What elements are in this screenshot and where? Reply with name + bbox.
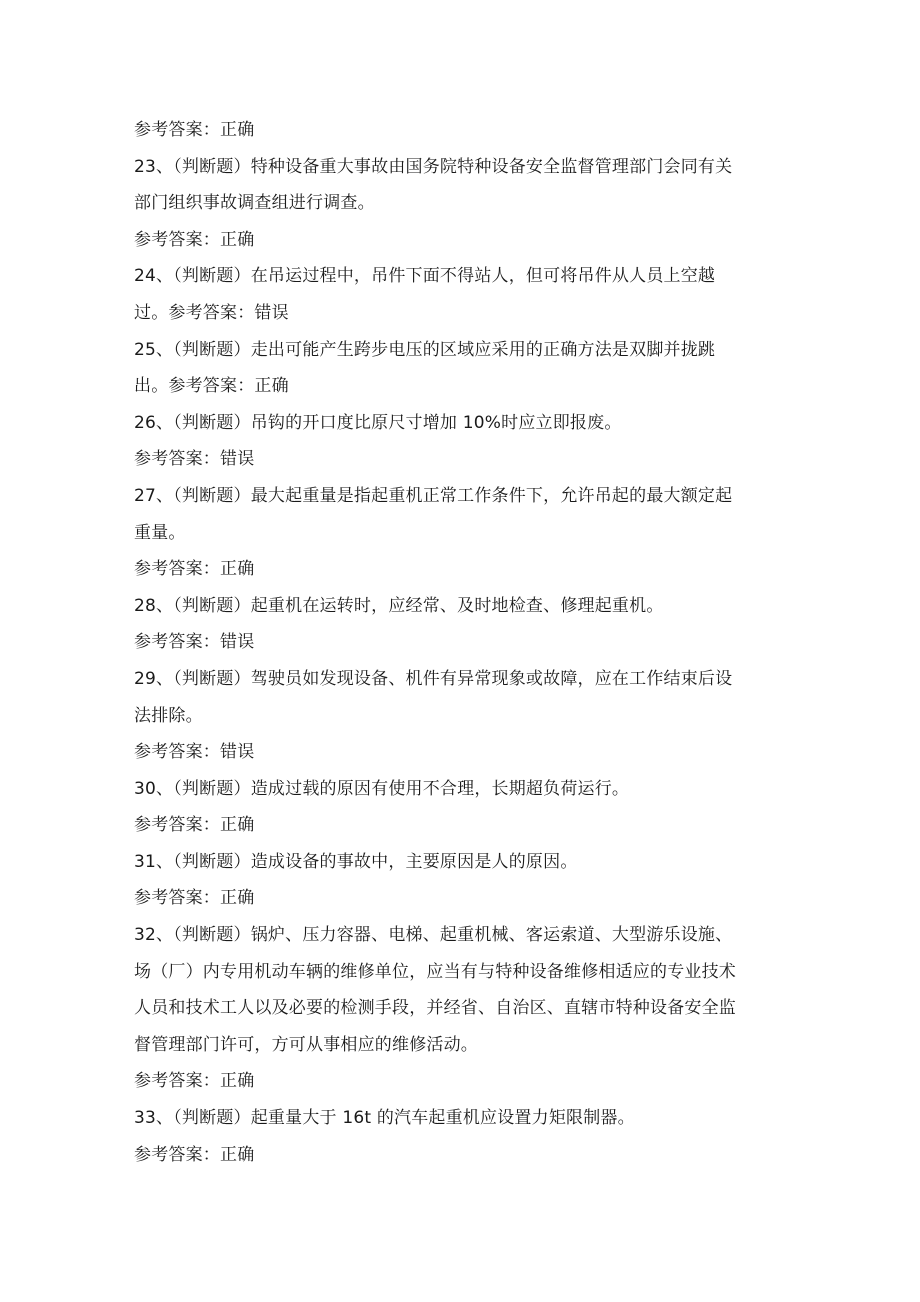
question-line: 33、（判断题）起重量大于 16t 的汽车起重机应设置力矩限制器。: [134, 1108, 635, 1129]
question-line: 31、（判断题）造成设备的事故中，主要原因是人的原因。: [134, 851, 578, 872]
question-line: 26、（判断题）吊钩的开口度比原尺寸增加 10%时应立即报废。: [134, 412, 622, 433]
answer-line: 参考答案：正确: [134, 229, 255, 250]
question-line: 出。参考答案：正确: [134, 376, 289, 397]
question-line: 过。参考答案：错误: [134, 302, 289, 323]
document-body: [134, 112, 794, 1173]
question-line: 24、（判断题）在吊运过程中，吊件下面不得站人，但可将吊件从人员上空越: [134, 266, 716, 287]
question-line: 29、（判断题）驾驶员如发现设备、机件有异常现象或故障，应在工作结束后设: [134, 668, 733, 689]
question-line: 32、（判断题）锅炉、压力容器、电梯、起重机械、客运索道、大型游乐设施、: [134, 925, 733, 946]
answer-line: 参考答案：正确: [134, 120, 255, 140]
answer-line: 参考答案：正确: [134, 888, 255, 909]
answer-line: 参考答案：正确: [134, 1071, 255, 1092]
question-line: 28、（判断题）起重机在运转时，应经常、及时地检查、修理起重机。: [134, 595, 664, 616]
question-line: 重量。: [134, 522, 186, 543]
question-line: 督管理部门许可，方可从事相应的维修活动。: [134, 1034, 478, 1055]
question-line: 25、（判断题）走出可能产生跨步电压的区域应采用的正确方法是双脚并拢跳: [134, 339, 716, 360]
answer-line: 参考答案：正确: [134, 559, 255, 580]
answer-line: 参考答案：错误: [134, 449, 255, 470]
question-line: 部门组织事故调查组进行调查。: [134, 193, 375, 214]
question-line: 23、（判断题）特种设备重大事故由国务院特种设备安全监督管理部门会同有关: [134, 156, 733, 177]
answer-line: 参考答案：正确: [134, 815, 255, 836]
answer-line: 参考答案：错误: [134, 742, 255, 763]
question-line: 法排除。: [134, 705, 203, 726]
question-line: 30、（判断题）造成过载的原因有使用不合理，长期超负荷运行。: [134, 778, 630, 799]
answer-line: 参考答案：错误: [134, 632, 255, 653]
question-line: 人员和技术工人以及必要的检测手段，并经省、自治区、直辖市特种设备安全监: [134, 998, 736, 1019]
question-line: 场（厂）内专用机动车辆的维修单位，应当有与特种设备维修相适应的专业技术: [134, 961, 736, 982]
question-line: 27、（判断题）最大起重量是指起重机正常工作条件下，允许吊起的最大额定起: [134, 485, 733, 506]
answer-line: 参考答案：正确: [134, 1144, 255, 1165]
